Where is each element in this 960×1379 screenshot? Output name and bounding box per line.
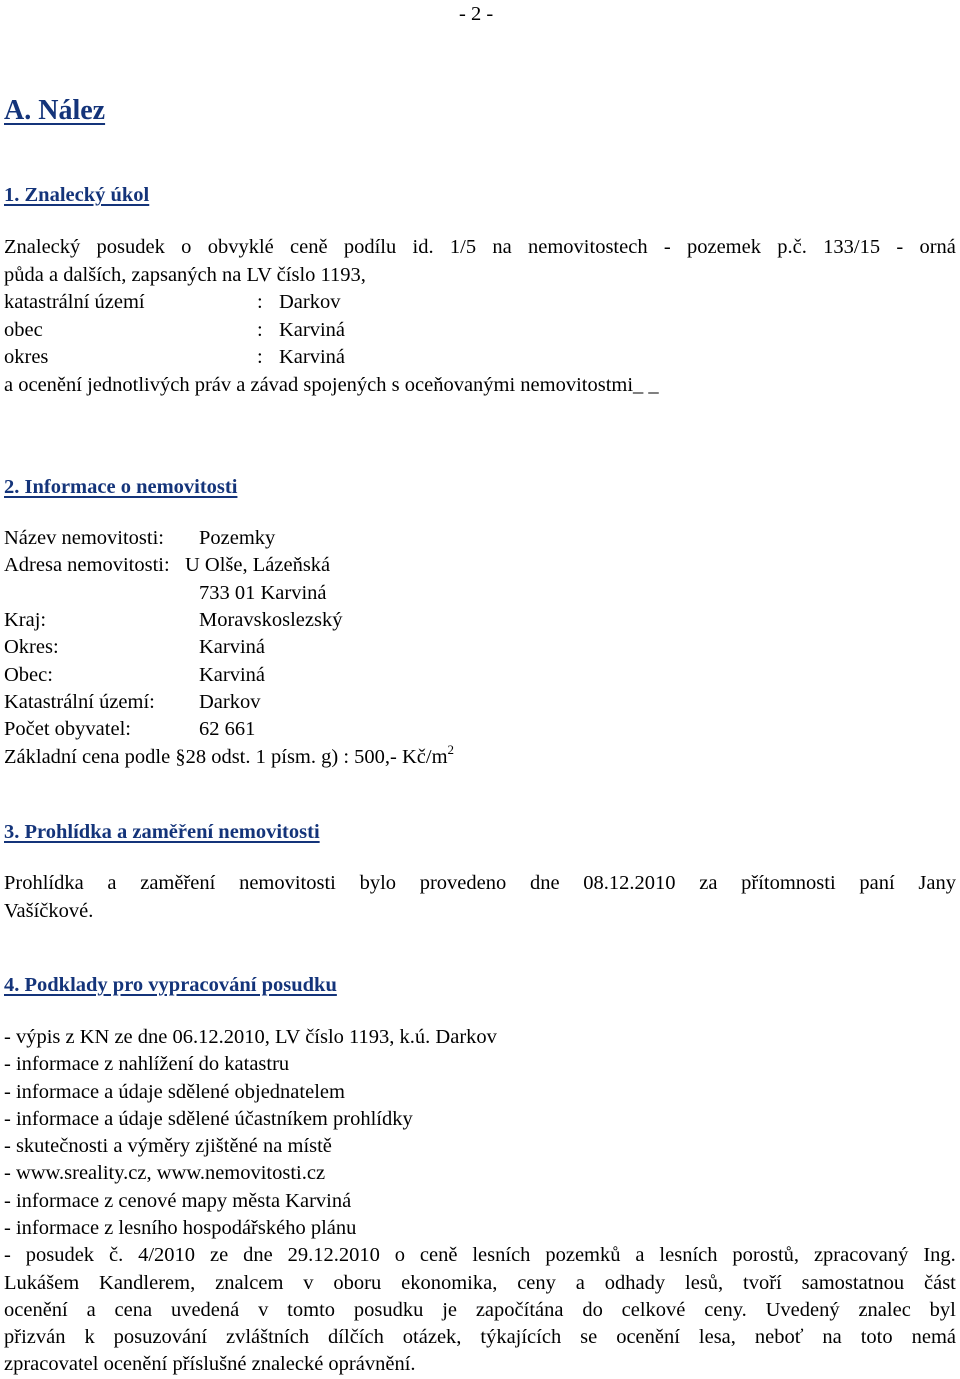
word: lesních <box>659 1244 718 1266</box>
page-number: - 2 - <box>459 3 494 25</box>
word: ceny <box>517 1272 556 1294</box>
word: cena <box>114 1299 153 1321</box>
info-population-row <box>0 719 960 741</box>
word: Prohlídka <box>4 872 84 894</box>
word: se <box>580 1326 598 1348</box>
word: o <box>181 236 192 258</box>
info-value: U Olše, Lázeňská <box>185 554 331 576</box>
info-label: Obec: <box>4 664 53 686</box>
list-item: - informace z nahlížení do katastru <box>4 1053 290 1075</box>
list-item: - www.sreality.cz, www.nemovitosti.cz <box>4 1162 326 1184</box>
row-okres <box>0 347 960 369</box>
word: dne <box>529 872 560 894</box>
row-value: Darkov <box>279 291 341 313</box>
word: dne <box>243 1244 273 1266</box>
info-address-row <box>0 555 960 577</box>
paragraph-line <box>4 873 956 894</box>
word: toto <box>860 1326 893 1348</box>
row-separator: : <box>257 346 263 368</box>
info-okres-row <box>0 637 960 659</box>
word: ocenění <box>4 1299 68 1321</box>
word: ceně <box>419 1244 458 1266</box>
list-item: - skutečnosti a výměry zjištěné na místě <box>4 1135 332 1157</box>
info-label: Adresa nemovitosti: <box>4 554 170 576</box>
heading-informace: 2. Informace o nemovitosti <box>4 476 238 498</box>
word: o <box>394 1244 405 1266</box>
word: tvoří <box>743 1272 782 1294</box>
word: samostatnou <box>801 1272 905 1294</box>
word: Jany <box>918 872 956 894</box>
word: přizván <box>4 1326 66 1348</box>
word: p.č. <box>777 236 807 258</box>
word: znalec <box>858 1299 911 1321</box>
word: započítána <box>475 1299 564 1321</box>
word: lesů, <box>685 1272 724 1294</box>
info-ku-row <box>0 692 960 714</box>
info-price-row <box>4 742 455 768</box>
heading-prohlidka: 3. Prohlídka a zaměření nemovitosti <box>4 821 320 843</box>
word: k <box>84 1326 95 1348</box>
word: posudek <box>96 236 165 258</box>
word: část <box>924 1272 956 1294</box>
price-superscript: 2 <box>447 742 455 757</box>
word: a <box>635 1244 645 1266</box>
info-name-row <box>0 528 960 550</box>
info-value: Moravskoslezský <box>199 609 343 631</box>
info-value: Karviná <box>199 664 266 686</box>
word: 08.12.2010 <box>583 872 676 894</box>
word: Ing. <box>923 1244 956 1266</box>
row-label: obec <box>4 319 43 341</box>
word: Kandlerem, <box>99 1272 196 1294</box>
word: pozemků <box>545 1244 621 1266</box>
word: 1/5 <box>449 236 477 258</box>
paragraph-line: a ocenění jednotlivých práv a závad spojených s oceňovanými nemovitostmi_ _ <box>4 374 659 396</box>
row-separator: : <box>257 319 263 341</box>
word: - <box>663 236 671 258</box>
paragraph-line: zpracovatel ocenění příslušné znalecké oprávnění. <box>4 1353 416 1375</box>
row-value: Karviná <box>279 346 346 368</box>
word: je <box>442 1299 457 1321</box>
word: Lukášem <box>4 1272 80 1294</box>
info-value: Darkov <box>199 691 261 713</box>
heading-podklady: 4. Podklady pro vypracování posudku <box>4 974 337 996</box>
word: do <box>582 1299 603 1321</box>
word: č. <box>108 1244 124 1266</box>
word: lesa, <box>698 1326 736 1348</box>
row-katastralni-uzemi <box>0 292 960 314</box>
list-item: - informace a údaje sdělené objednatelem <box>4 1081 345 1103</box>
price-text: Základní cena podle §28 odst. 1 písm. g) : 500,- Kč/m <box>4 746 448 768</box>
word: uvedená <box>170 1299 240 1321</box>
paragraph-line <box>4 237 956 258</box>
word: Uvedený <box>765 1299 840 1321</box>
info-value: 62 661 <box>199 718 256 740</box>
row-separator: : <box>257 291 263 313</box>
paragraph-line <box>4 1327 956 1348</box>
word: - <box>896 236 904 258</box>
word: byl <box>929 1299 956 1321</box>
list-item: - informace z cenové mapy města Karviná <box>4 1190 352 1212</box>
word: celkové <box>621 1299 686 1321</box>
word: bylo <box>359 872 397 894</box>
paragraph-line: půda a dalších, zapsaných na LV číslo 1193, <box>4 264 366 286</box>
info-value: Karviná <box>199 636 266 658</box>
word: podílu <box>343 236 397 258</box>
word: a <box>86 1299 96 1321</box>
word: v <box>303 1272 314 1294</box>
word: orná <box>919 236 956 258</box>
word: v <box>258 1299 269 1321</box>
row-value: Karviná <box>279 319 346 341</box>
row-obec <box>0 320 960 342</box>
word: otázek, <box>402 1326 462 1348</box>
word: posuzování <box>113 1326 208 1348</box>
word: posudku <box>353 1299 424 1321</box>
word: za <box>699 872 718 894</box>
row-label: okres <box>4 346 49 368</box>
word: tomto <box>287 1299 336 1321</box>
word: provedeno <box>419 872 507 894</box>
word: 133/15 <box>823 236 881 258</box>
word: ocenění <box>616 1326 680 1348</box>
word: neboť <box>754 1326 804 1348</box>
word: a <box>575 1272 585 1294</box>
paragraph-line <box>4 1273 956 1294</box>
row-label: katastrální území <box>4 291 145 313</box>
info-label: Katastrální území: <box>4 691 155 713</box>
word: oboru <box>333 1272 382 1294</box>
word: zvláštních <box>225 1326 310 1348</box>
info-label: Název nemovitosti: <box>4 527 164 549</box>
list-item: - informace a údaje sdělené účastníkem prohlídky <box>4 1108 413 1130</box>
word: id. <box>412 236 434 258</box>
section-title: A. Nález <box>4 95 106 126</box>
info-label: Počet obyvatel: <box>4 718 131 740</box>
word: a <box>107 872 117 894</box>
word: nemá <box>911 1326 956 1348</box>
info-kraj-row <box>0 610 960 632</box>
list-item: - výpis z KN ze dne 06.12.2010, LV číslo 1193, k.ú. Darkov <box>4 1026 497 1048</box>
word: lesních <box>472 1244 531 1266</box>
word: - <box>4 1244 11 1266</box>
word: odhady <box>604 1272 666 1294</box>
info-value: 733 01 Karviná <box>199 582 327 604</box>
paragraph-line <box>4 1300 956 1321</box>
word: zaměření <box>140 872 216 894</box>
word: přítomnosti <box>741 872 836 894</box>
word: porostů, <box>732 1244 800 1266</box>
word: týkajících <box>480 1326 562 1348</box>
word: dílčích <box>328 1326 384 1348</box>
info-label: Kraj: <box>4 609 47 631</box>
info-address-row-2 <box>0 583 960 605</box>
word: 4/2010 <box>138 1244 196 1266</box>
word: obvyklé <box>207 236 274 258</box>
word: na <box>492 236 512 258</box>
word: pozemek <box>686 236 761 258</box>
word: ekonomika, <box>401 1272 498 1294</box>
info-label: Okres: <box>4 636 59 658</box>
heading-znalecky-ukol: 1. Znalecký úkol <box>4 184 150 206</box>
info-value: Pozemky <box>199 527 276 549</box>
word: paní <box>859 872 895 894</box>
word: ceně <box>290 236 328 258</box>
word: znalcem <box>215 1272 284 1294</box>
paragraph-line <box>4 1245 956 1266</box>
list-item: - informace z lesního hospodářského plánu <box>4 1217 357 1239</box>
word: 29.12.2010 <box>287 1244 380 1266</box>
info-obec-row <box>0 665 960 687</box>
word: Znalecký <box>4 236 81 258</box>
word: nemovitosti <box>239 872 336 894</box>
word: nemovitostech <box>528 236 648 258</box>
word: na <box>822 1326 842 1348</box>
word: posudek <box>25 1244 95 1266</box>
paragraph-line: Vašíčkové. <box>4 900 94 922</box>
word: zpracovaný <box>813 1244 909 1266</box>
word: ceny. <box>704 1299 747 1321</box>
word: ze <box>209 1244 229 1266</box>
